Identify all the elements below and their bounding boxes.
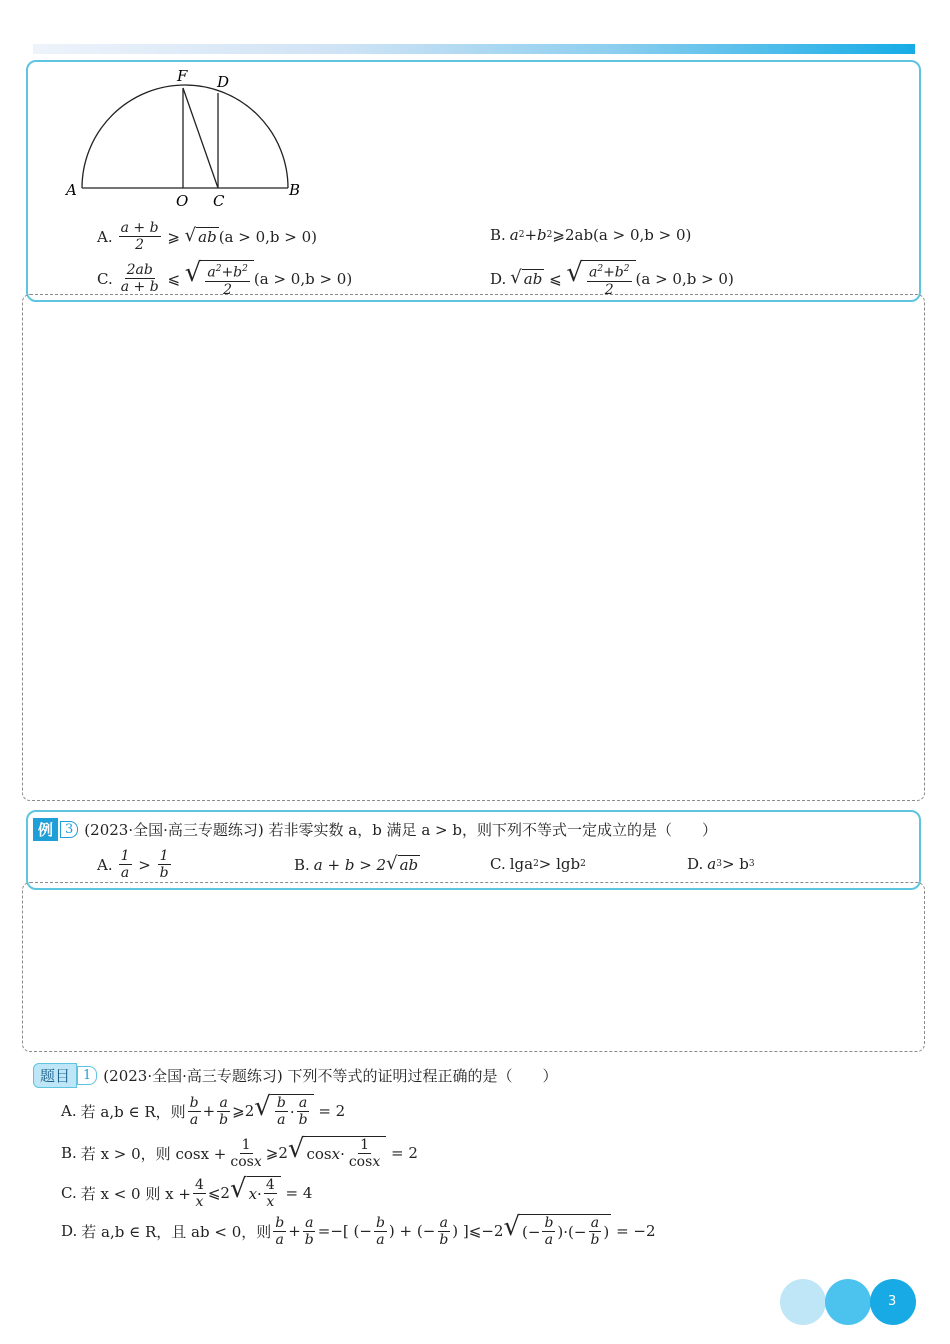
semicircle-figure: [60, 64, 320, 214]
timu1-option-c[interactable]: C. 若 x < 0 则 x + $\frac{4}{x}$ ⩽2 √ x · $\frac{4}{x}$ = 4: [61, 1174, 313, 1210]
header-gradient-bar: [33, 44, 915, 54]
label-B: B: [289, 181, 301, 199]
ex3-option-b[interactable]: B. a + b > 2 √ ab: [294, 853, 419, 874]
page-circle-mid: [825, 1279, 871, 1325]
page-circle-light: [780, 1279, 826, 1325]
timu1-option-a[interactable]: A. 若 a,b ∈ R，则 $\frac{b}{a}$ + $\frac{a}{b}$ ⩾2 √ $\frac{b}{a}$ · $\frac{a}{b}$ = 2: [61, 1092, 346, 1128]
timu-number: 1: [77, 1066, 97, 1085]
timu1-option-b[interactable]: B. 若 x > 0，则 cosx + $\frac{1}{\cos x}$ ⩾2 √ cos x · $\frac{1}{\cos x}$ = 2: [61, 1134, 418, 1170]
timu-tag: 题目: [33, 1063, 77, 1088]
answer-area-2[interactable]: [22, 882, 925, 1052]
ex2-option-a[interactable]: A. $\frac{a + b}{2}$ ⩾ √ ab (a > 0,b > 0): [97, 220, 318, 253]
label-O: O: [176, 192, 189, 210]
label-F: F: [177, 67, 188, 85]
ex2-option-d[interactable]: D. √ ab ⩽ √ $\frac{a^2+b^2}{2}$ (a > 0,b > 0): [490, 258, 734, 298]
ex3-option-a[interactable]: A. $\frac{1}{a}$ > $\frac{1}{b}$: [97, 848, 169, 881]
label-C: C: [213, 192, 225, 210]
label-D: D: [217, 73, 230, 91]
example-number: 3: [60, 821, 78, 838]
page-number: 3: [888, 1294, 897, 1309]
ex2-option-c[interactable]: C. $\frac{2ab}{a + b}$ ⩽ √ $\frac{a^2+b^2}{2}$ (a > 0,b > 0): [97, 258, 353, 298]
ex3-option-c[interactable]: C. lga 2 > lgb 2: [490, 855, 586, 873]
timu1-stem: 题目 1 (2023·全国·高三专题练习) 下列不等式的证明过程正确的是（ ）: [33, 1063, 557, 1088]
label-A: A: [66, 181, 77, 199]
ex3-stem: 例 3 (2023·全国·高三专题练习) 若非零实数 a，b 满足 a > b，则下列不等式一定成立的是（ ）: [33, 818, 717, 841]
timu1-option-d[interactable]: D. 若 a,b ∈ R，且 ab < 0，则 $\frac{b}{a}$ + $\frac{a}{b}$ =−[ (− $\frac{b}{a}$ ) + (− $\frac{a}{b}$ ) ]⩽−2 √ (− $\frac{b}{a}$ )·(− $\frac{a}{b}$ ) = −2: [61, 1212, 656, 1248]
answer-area-1[interactable]: [22, 294, 925, 801]
ex2-option-b[interactable]: B. a 2 +b 2 ⩾2ab(a > 0,b > 0): [490, 226, 692, 244]
example-tag: 例: [33, 818, 58, 841]
ex3-option-d[interactable]: D. a 3 > b 3: [687, 855, 755, 873]
